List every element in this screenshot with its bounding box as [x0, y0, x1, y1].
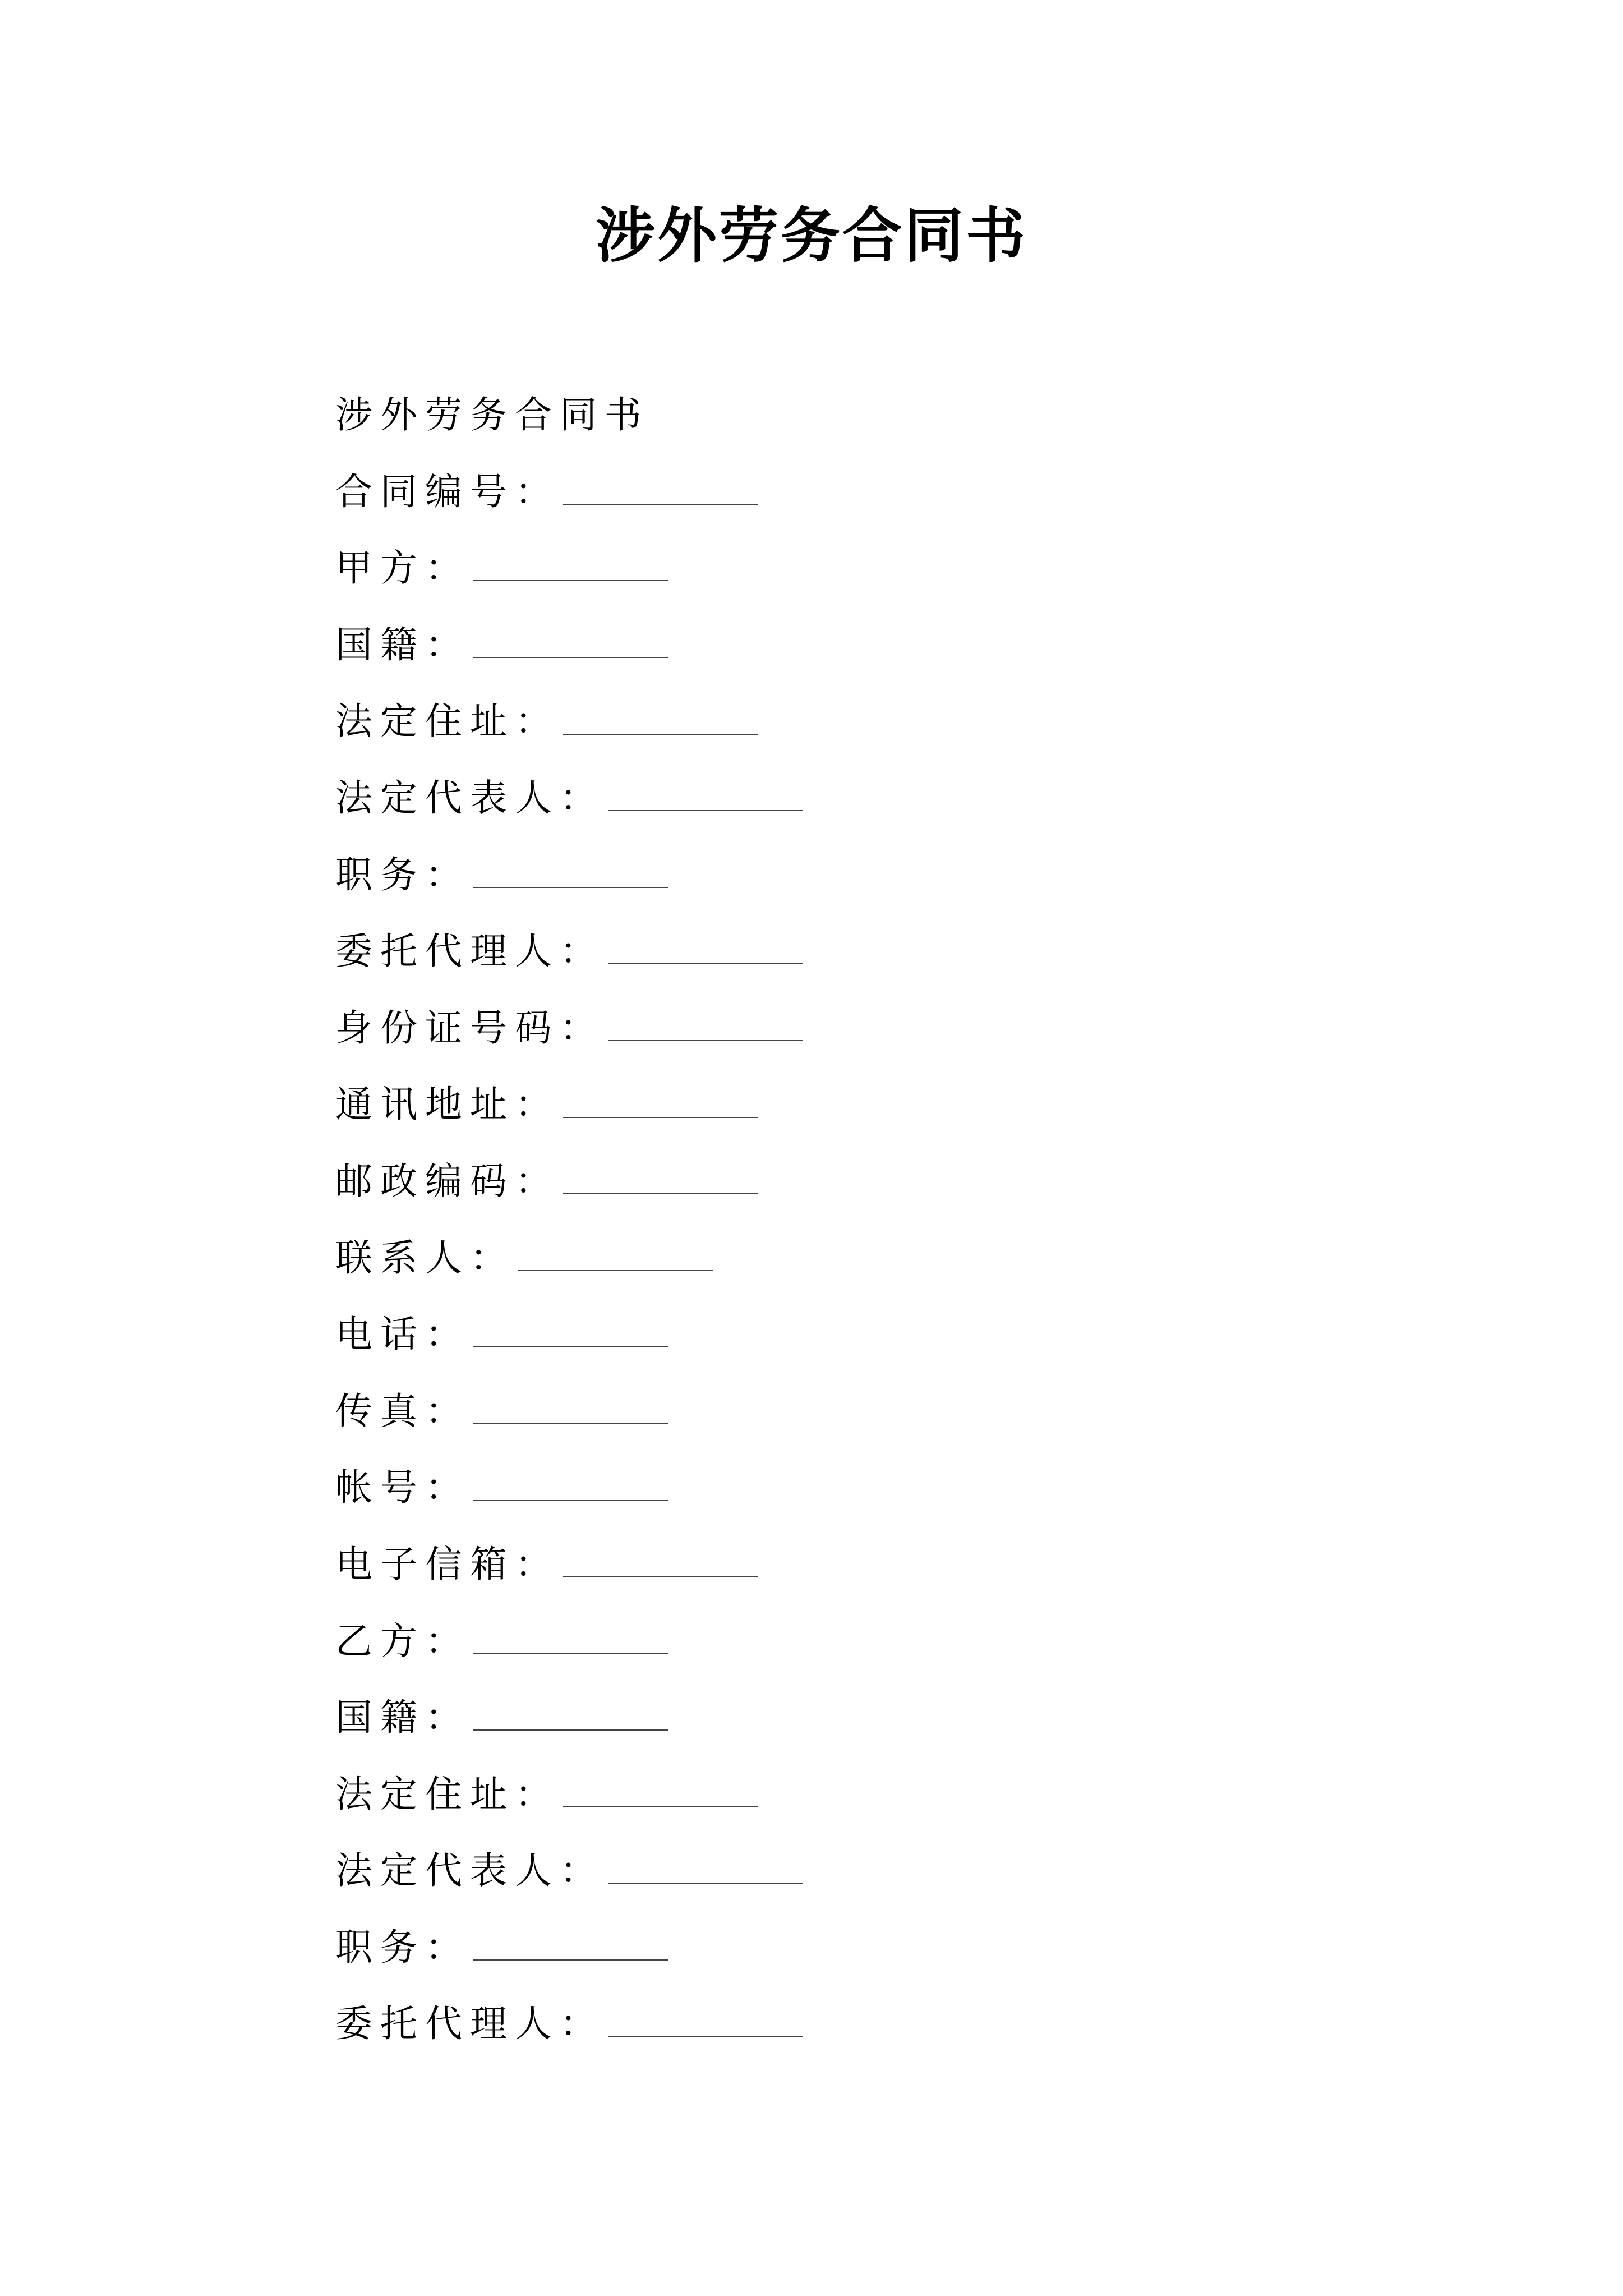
form-field-line — [335, 1986, 1457, 2063]
fill-in-blank[interactable] — [608, 1883, 803, 1884]
field-label: 法定住址： — [335, 1772, 560, 1816]
field-label: 委托代理人： — [335, 2002, 605, 2046]
fill-in-blank[interactable] — [473, 1959, 668, 1961]
form-field-line — [335, 1296, 1457, 1373]
field-label: 联系人： — [335, 1236, 515, 1280]
field-label: 国籍： — [335, 1696, 470, 1740]
field-label: 法定代表人： — [335, 776, 605, 820]
field-label: 合同编号： — [335, 470, 560, 513]
form-field-line — [335, 530, 1457, 607]
form-field-line — [335, 607, 1457, 684]
field-label: 传真： — [335, 1389, 470, 1433]
form-field-line — [335, 990, 1457, 1067]
field-label: 职务： — [335, 1925, 470, 1969]
fill-in-blank[interactable] — [473, 1423, 668, 1424]
form-field-line — [335, 1526, 1457, 1603]
fill-in-blank[interactable] — [473, 580, 668, 581]
document-title: 涉外劳务合同书 — [596, 200, 1027, 270]
field-label: 通讯地址： — [335, 1083, 560, 1126]
document-subtitle: 涉外劳务合同书 — [335, 393, 649, 436]
fill-in-blank[interactable] — [473, 657, 668, 658]
field-label: 委托代理人： — [335, 930, 605, 973]
fill-in-blank[interactable] — [473, 1653, 668, 1654]
form-field-line — [335, 1450, 1457, 1526]
document-body — [335, 377, 1457, 2063]
field-label: 帐号： — [335, 1466, 470, 1510]
form-field-line — [335, 1220, 1457, 1297]
form-field-line — [335, 1373, 1457, 1450]
fill-in-blank[interactable] — [563, 1576, 758, 1577]
field-label: 甲方： — [335, 546, 470, 590]
form-field-line — [335, 837, 1457, 914]
fill-in-blank[interactable] — [608, 963, 803, 964]
form-field-line — [335, 1066, 1457, 1143]
field-label: 电话： — [335, 1313, 470, 1356]
form-field-line — [335, 1603, 1457, 1680]
field-label: 法定住址： — [335, 700, 560, 743]
form-field-line — [335, 1143, 1457, 1220]
fill-in-blank[interactable] — [473, 1500, 668, 1501]
fill-in-blank[interactable] — [563, 504, 758, 505]
fill-in-blank[interactable] — [518, 1270, 713, 1271]
field-label: 法定代表人： — [335, 1849, 605, 1893]
form-field-line — [335, 1756, 1457, 1833]
fill-in-blank[interactable] — [563, 734, 758, 735]
fill-in-blank[interactable] — [473, 887, 668, 888]
fill-in-blank[interactable] — [608, 1040, 803, 1041]
fill-in-blank[interactable] — [608, 2036, 803, 2037]
fill-in-blank[interactable] — [563, 1193, 758, 1194]
fill-in-blank[interactable] — [563, 1117, 758, 1118]
form-field-line — [335, 1680, 1457, 1756]
fill-in-blank[interactable] — [473, 1729, 668, 1731]
document-subtitle-line — [335, 377, 1457, 454]
field-label: 乙方： — [335, 1619, 470, 1663]
field-label: 职务： — [335, 853, 470, 896]
field-label: 身份证号码： — [335, 1006, 605, 1050]
field-label: 电子信箱： — [335, 1542, 560, 1586]
form-field-line — [335, 760, 1457, 837]
field-label: 国籍： — [335, 623, 470, 666]
form-field-line — [335, 913, 1457, 990]
fill-in-blank[interactable] — [608, 810, 803, 811]
fill-in-blank[interactable] — [473, 1346, 668, 1347]
fill-in-blank[interactable] — [563, 1806, 758, 1807]
form-field-line — [335, 1833, 1457, 1910]
form-field-line — [335, 1910, 1457, 1986]
form-field-line — [335, 683, 1457, 760]
field-label: 邮政编码： — [335, 1159, 560, 1203]
form-field-line — [335, 454, 1457, 531]
